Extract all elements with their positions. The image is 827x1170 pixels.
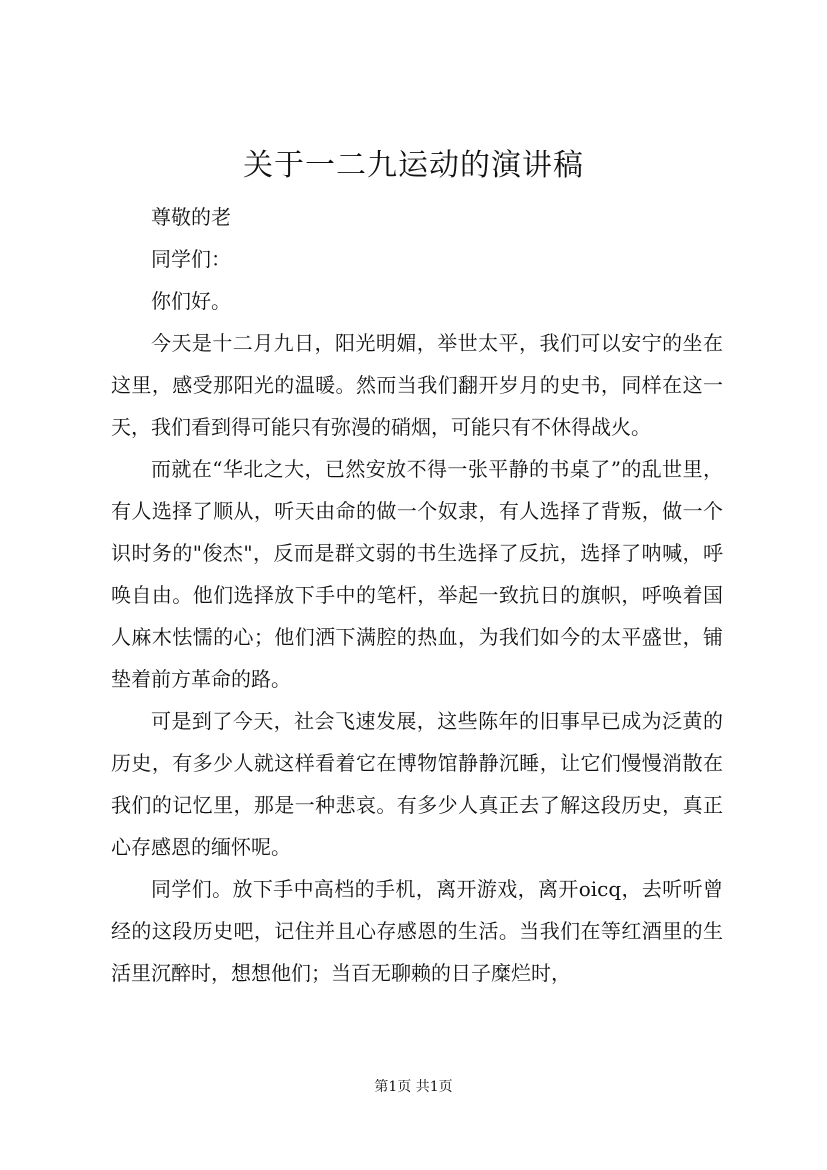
document-body	[111, 196, 723, 994]
paragraph-3: 可是到了今天，社会飞速发展，这些陈年的旧事早已成为泛黄的历史，有多少人就这样看着它在博物馆静静沉睡，让它们慢慢消散在我们的记忆里，那是一种悲哀。有多少人真正去了解这段历史，真正心存感恩的缅怀呢。	[111, 709, 723, 859]
page-footer: 第1页 共1页	[374, 1079, 453, 1095]
paragraph-salutation-2: 同学们：	[151, 247, 231, 271]
document-title: 关于一二九运动的演讲稿	[243, 148, 584, 183]
paragraph-1: 今天是十二月九日，阳光明媚，举世太平，我们可以安宁的坐在这里，感受那阳光的温暖。然而当我们翻开岁月的史书，同样在这一天，我们看到得可能只有弥漫的硝烟，可能只有不休得战火。	[111, 331, 723, 439]
paragraph-salutation-1: 尊敬的老	[151, 205, 231, 229]
paragraph-greeting: 你们好。	[151, 289, 231, 313]
paragraph-4: 同学们。放下手中高档的手机，离开游戏，离开oicq，去听听曾经的这段历史吧，记住并且心存感恩的生活。当我们在等红酒里的生活里沉醉时，想想他们；当百无聊赖的日子糜烂时，	[111, 877, 723, 985]
paragraph-2: 而就在“华北之大，已然安放不得一张平静的书桌了”的乱世里，有人选择了顺从，听天由命的做一个奴隶，有人选择了背叛，做一个识时务的"俊杰"，反而是群文弱的书生选择了反抗，选择了呐喊，呼唤自由。他们选择放下手中的笔杆，举起一致抗日的旗帜，呼唤着国人麻木怯懦的心；他们洒下满腔的热血，为我们如今的太平盛世，铺垫着前方革命的路。	[111, 457, 723, 691]
